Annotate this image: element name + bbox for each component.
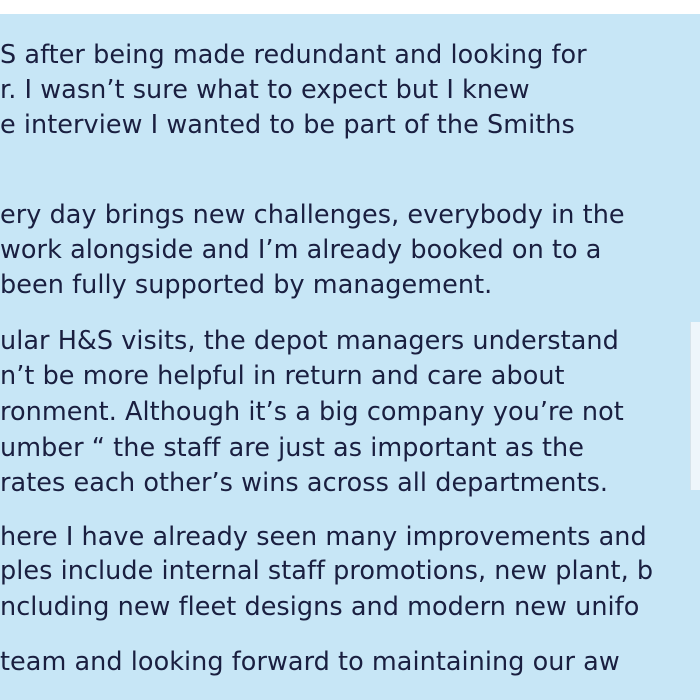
text-line: here I have already seen many improvements and	[0, 522, 647, 552]
text-line: r. I wasn’t sure what to expect but I knew	[0, 75, 530, 105]
text-line: ery day brings new challenges, everybody in the	[0, 200, 625, 230]
text-line: ncluding new fleet designs and modern new unifo	[0, 592, 640, 622]
text-line: n’t be more helpful in return and care about	[0, 361, 565, 391]
text-line: ronment. Although it’s a big company you’re not	[0, 397, 624, 427]
testimonial-panel	[0, 14, 700, 700]
text-line: umber “ the staff are just as important as the	[0, 433, 584, 463]
text-line: work alongside and I’m already booked on to a	[0, 235, 602, 265]
text-line: ples include internal staff promotions, new plant, b	[0, 556, 654, 586]
text-line: been fully supported by management.	[0, 270, 493, 300]
text-line: ular H&S visits, the depot managers understand	[0, 326, 619, 356]
card-edge-decoration	[690, 322, 700, 490]
text-line: rates each other’s wins across all departments.	[0, 468, 609, 498]
text-line: e interview I wanted to be part of the Smiths	[0, 110, 575, 140]
text-line: team and looking forward to maintaining our aw	[0, 647, 620, 677]
text-line: S after being made redundant and looking for	[0, 40, 587, 70]
